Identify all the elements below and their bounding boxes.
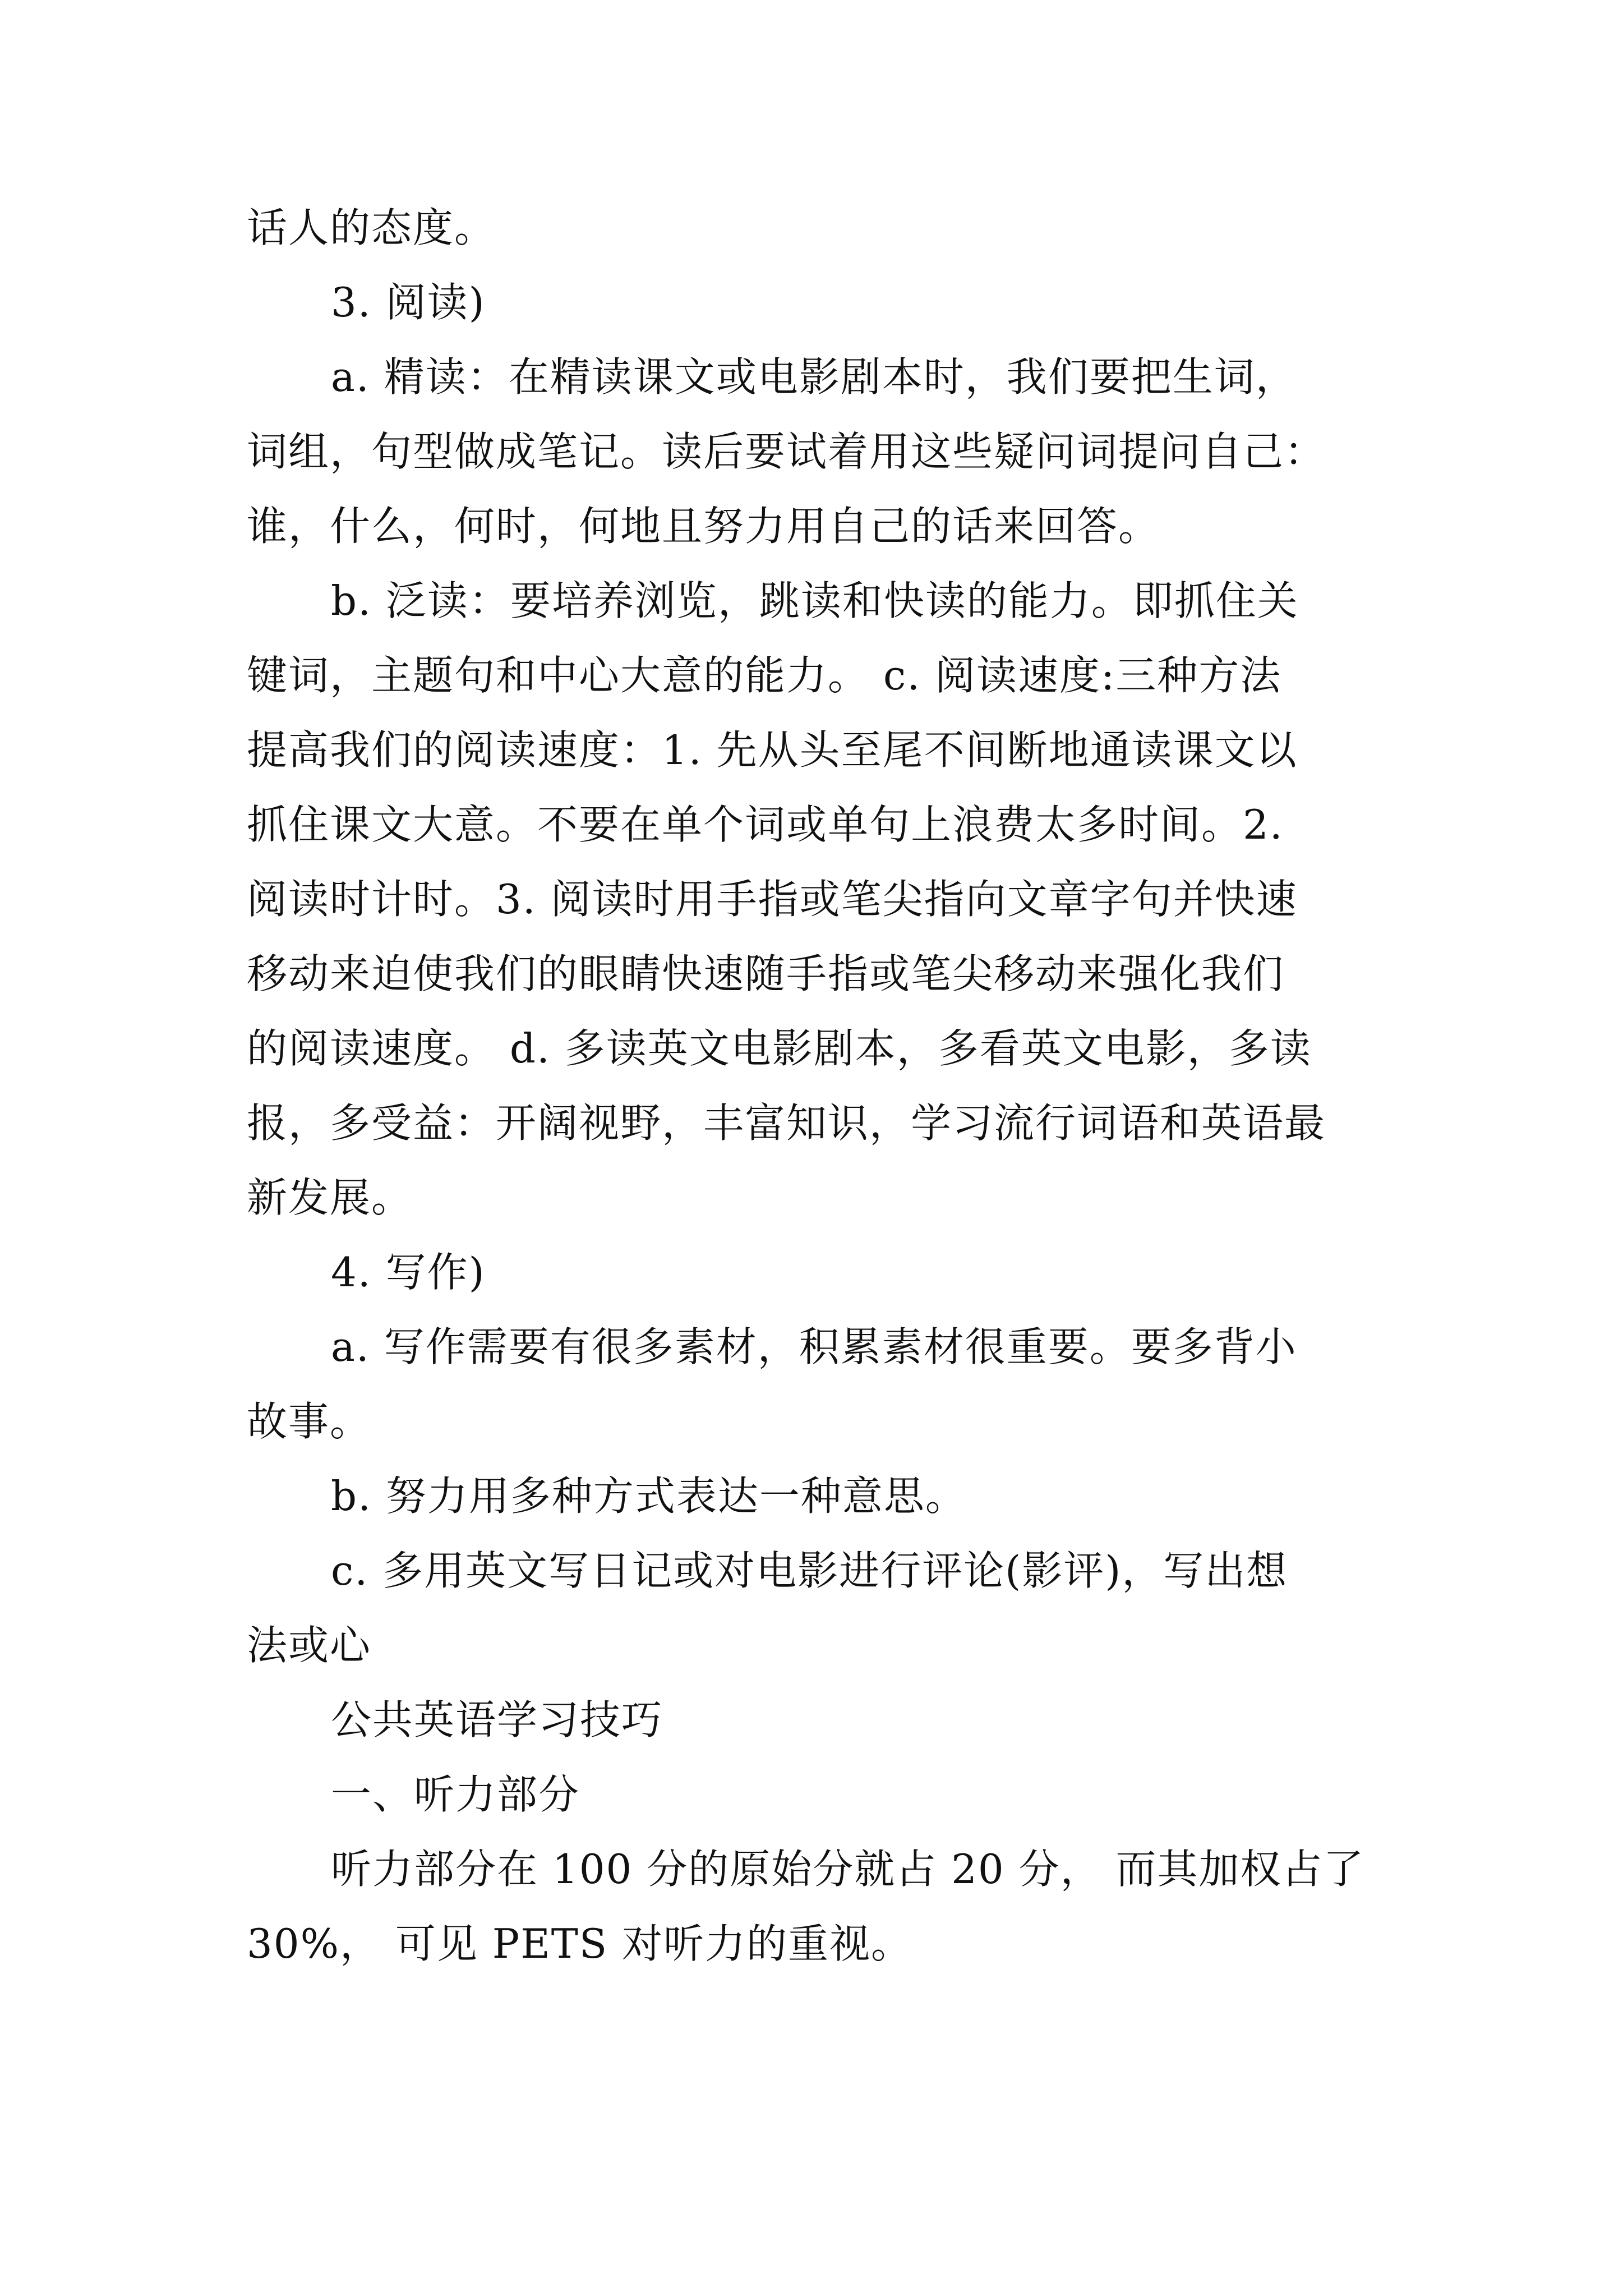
text-line: a. 写作需要有很多素材，积累素材很重要。要多背小 — [331, 1323, 1297, 1370]
text-line: 故事。 — [247, 1398, 372, 1445]
text-line: 法或心 — [247, 1622, 372, 1669]
section-heading: 公共英语学习技巧 — [331, 1696, 663, 1743]
text-line: 听力部分在 100 分的原始分就占 20 分， 而其加权占了 — [331, 1846, 1365, 1893]
text-line: 谁，什么，何时，何地且努力用自己的话来回答。 — [247, 503, 1160, 550]
text-line: 报，多受益：开阔视野，丰富知识，学习流行词语和英语最 — [247, 1099, 1326, 1147]
text-line: b. 努力用多种方式表达一种意思。 — [331, 1473, 967, 1520]
text-line: 的阅读速度。 d. 多读英文电影剧本，多看英文电影，多读 — [247, 1025, 1312, 1072]
text-line: 阅读时计时。3. 阅读时用手指或笔尖指向文章字句并快速 — [247, 876, 1298, 923]
text-line: c. 多用英文写日记或对电影进行评论(影评)，写出想 — [331, 1547, 1288, 1594]
text-line: 键词，主题句和中心大意的能力。 c. 阅读速度:三种方法 — [247, 652, 1282, 699]
text-line: 提高我们的阅读速度：1. 先从头至尾不间断地通读课文以 — [247, 726, 1298, 774]
document-body — [247, 191, 1380, 1981]
text-line: 抓住课文大意。不要在单个词或单句上浪费太多时间。2. — [247, 801, 1284, 848]
subsection-heading: 一、听力部分 — [331, 1771, 580, 1818]
text-line: b. 泛读：要培养浏览，跳读和快读的能力。即抓住关 — [331, 577, 1299, 624]
text-line: 30%， 可见 PETS 对听力的重视。 — [247, 1920, 913, 1967]
text-line: 新发展。 — [247, 1174, 413, 1221]
text-line: 词组，句型做成笔记。读后要试着用这些疑问词提问自己： — [247, 428, 1326, 475]
text-line: a. 精读：在精读课文或电影剧本时，我们要把生词， — [331, 353, 1297, 401]
text-line: 4. 写作) — [331, 1249, 486, 1296]
text-line: 话人的态度。 — [247, 204, 496, 251]
text-line: 3. 阅读) — [331, 279, 486, 326]
text-line: 移动来迫使我们的眼睛快速随手指或笔尖移动来强化我们 — [247, 950, 1285, 997]
